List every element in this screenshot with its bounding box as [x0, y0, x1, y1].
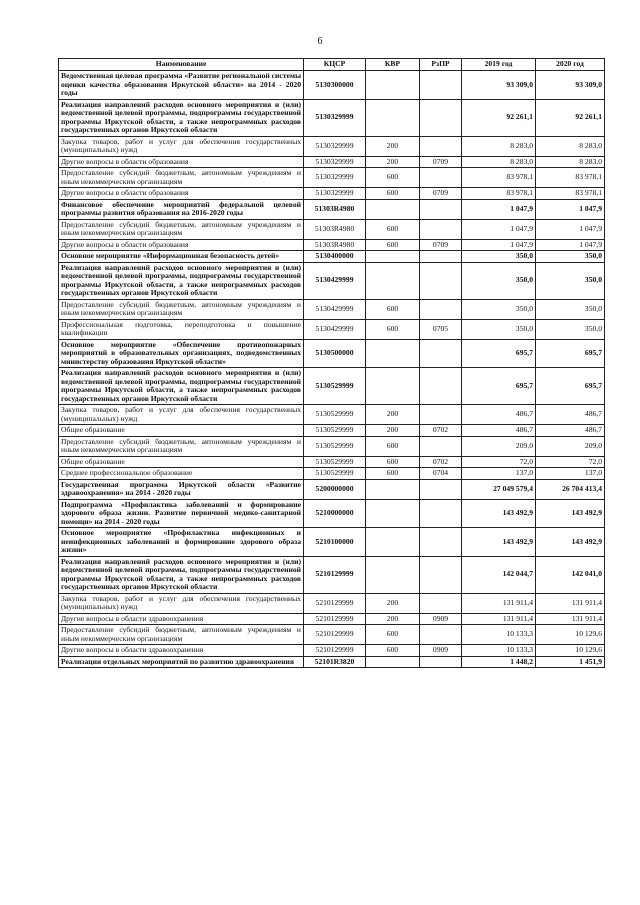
row-2019-cell: 72,0	[462, 456, 536, 468]
row-kcsr-cell: 5130529999	[304, 405, 366, 425]
row-kcsr-cell: 52101R3820	[304, 656, 366, 668]
row-name-cell: Подпрограмма «Профилактика заболеваний и формирование здорового образа жизни. Развитие первичной медико-санитарной помощи» на 2014 - 2020 годы	[59, 499, 304, 528]
row-kvr-cell: 600	[366, 168, 420, 188]
row-name-cell: Закупка товаров, работ и услуг для обеспечения государственных (муниципальных) нужд	[59, 136, 304, 156]
table-row	[59, 656, 605, 668]
row-name-cell: Другие вопросы в области образования	[59, 188, 304, 200]
row-name-cell: Закупка товаров, работ и услуг для обеспечения государственных (муниципальных) нужд	[59, 405, 304, 425]
row-kvr-cell	[366, 339, 420, 368]
row-kcsr-cell: 5130529999	[304, 468, 366, 480]
row-2019-cell: 1 047,9	[462, 239, 536, 251]
row-rzpr-cell	[420, 136, 462, 156]
row-kvr-cell: 600	[366, 436, 420, 456]
row-kcsr-cell: 5130429999	[304, 319, 366, 339]
row-2019-cell: 131 911,4	[462, 593, 536, 613]
row-kcsr-cell: 5130529999	[304, 456, 366, 468]
row-rzpr-cell	[420, 656, 462, 668]
row-kcsr-cell: 5210129999	[304, 556, 366, 593]
table-row	[59, 593, 605, 613]
row-kvr-cell: 600	[366, 645, 420, 657]
row-2020-cell: 350,0	[536, 299, 605, 319]
row-kvr-cell: 200	[366, 156, 420, 168]
table-row	[59, 168, 605, 188]
row-kcsr-cell: 5210100000	[304, 528, 366, 557]
row-2019-cell: 143 492,9	[462, 528, 536, 557]
row-2019-cell: 350,0	[462, 262, 536, 299]
row-rzpr-cell	[420, 368, 462, 405]
header-name: Наименование	[59, 59, 304, 71]
row-2019-cell: 137,0	[462, 468, 536, 480]
row-2019-cell: 1 047,9	[462, 219, 536, 239]
row-2019-cell: 8 283,0	[462, 136, 536, 156]
row-2019-cell: 83 978,1	[462, 188, 536, 200]
row-2020-cell: 350,0	[536, 262, 605, 299]
table-row	[59, 425, 605, 437]
header-2020: 2020 год	[536, 59, 605, 71]
row-2019-cell: 695,7	[462, 339, 536, 368]
row-name-cell: Предоставление субсидий бюджетным, автономным учреждениям и иным некоммерческим организациям	[59, 299, 304, 319]
table-row	[59, 436, 605, 456]
row-2020-cell: 350,0	[536, 251, 605, 263]
row-2020-cell: 93 309,0	[536, 71, 605, 100]
row-name-cell: Реализация направлений расходов основного мероприятия и (или) ведомственной целевой программы, подпрограммы государственной программы Иркутской области, а также непрограммных расходов государственных органов Иркутской области	[59, 556, 304, 593]
table-row	[59, 479, 605, 499]
row-kcsr-cell: 5130429999	[304, 262, 366, 299]
row-kvr-cell: 600	[366, 299, 420, 319]
row-kcsr-cell: 5130329999	[304, 136, 366, 156]
row-2020-cell: 8 283,0	[536, 156, 605, 168]
row-rzpr-cell: 0709	[420, 156, 462, 168]
page-number: 6	[317, 36, 323, 47]
row-rzpr-cell: 0702	[420, 425, 462, 437]
row-2019-cell: 8 283,0	[462, 156, 536, 168]
row-rzpr-cell	[420, 168, 462, 188]
table-row	[59, 456, 605, 468]
row-kcsr-cell: 5130529999	[304, 425, 366, 437]
row-2019-cell: 209,0	[462, 436, 536, 456]
row-name-cell: Общее образование	[59, 425, 304, 437]
row-kvr-cell	[366, 556, 420, 593]
row-kvr-cell	[366, 656, 420, 668]
row-2020-cell: 92 261,1	[536, 99, 605, 136]
row-kvr-cell: 200	[366, 613, 420, 625]
row-2020-cell: 486,7	[536, 425, 605, 437]
row-2019-cell: 10 133,3	[462, 625, 536, 645]
row-kcsr-cell: 5130329999	[304, 99, 366, 136]
table-row	[59, 645, 605, 657]
row-2019-cell: 143 492,9	[462, 499, 536, 528]
row-kcsr-cell: 5130329999	[304, 156, 366, 168]
row-kcsr-cell: 5130529999	[304, 368, 366, 405]
row-2020-cell: 8 283,0	[536, 136, 605, 156]
row-rzpr-cell	[420, 339, 462, 368]
header-kcsr: КЦСР	[304, 59, 366, 71]
row-2020-cell: 83 978,1	[536, 188, 605, 200]
table-row	[59, 239, 605, 251]
row-kcsr-cell: 5210000000	[304, 499, 366, 528]
row-2020-cell: 26 704 413,4	[536, 479, 605, 499]
row-name-cell: Другие вопросы в области здравоохранения	[59, 613, 304, 625]
table-row	[59, 339, 605, 368]
row-kcsr-cell: 51303R4980	[304, 219, 366, 239]
row-2019-cell: 93 309,0	[462, 71, 536, 100]
table-row	[59, 625, 605, 645]
row-name-cell: Основное мероприятие «Обеспечение противопожарных мероприятий в образовательных организациях, подведомственных министерству образования Иркутской области»	[59, 339, 304, 368]
row-kvr-cell	[366, 99, 420, 136]
row-kcsr-cell: 5210129999	[304, 625, 366, 645]
row-name-cell: Реализация направлений расходов основного мероприятия и (или) ведомственной целевой программы, подпрограммы государственной программы Иркутской области, а также непрограммных расходов государственных органов Иркутской области	[59, 262, 304, 299]
row-2020-cell: 143 492,9	[536, 528, 605, 557]
row-rzpr-cell: 0705	[420, 319, 462, 339]
row-2020-cell: 83 978,1	[536, 168, 605, 188]
header-row	[59, 59, 605, 71]
row-rzpr-cell	[420, 528, 462, 557]
row-name-cell: Другие вопросы в области здравоохранения	[59, 645, 304, 657]
row-kcsr-cell: 5130500000	[304, 339, 366, 368]
row-2020-cell: 131 911,4	[536, 593, 605, 613]
row-2020-cell: 142 041,0	[536, 556, 605, 593]
table-row	[59, 499, 605, 528]
row-2020-cell: 1 451,9	[536, 656, 605, 668]
row-2019-cell: 350,0	[462, 319, 536, 339]
row-kvr-cell	[366, 479, 420, 499]
row-name-cell: Основное мероприятие «Профилактика инфекционных и неинфекционных заболеваний и формирование здорового образа жизни»	[59, 528, 304, 557]
row-kcsr-cell: 5130400000	[304, 251, 366, 263]
row-name-cell: Предоставление субсидий бюджетным, автономным учреждениям и иным некоммерческим организациям	[59, 625, 304, 645]
row-kvr-cell	[366, 71, 420, 100]
table-row	[59, 188, 605, 200]
row-rzpr-cell	[420, 219, 462, 239]
row-2019-cell: 27 049 579,4	[462, 479, 536, 499]
row-2019-cell: 695,7	[462, 368, 536, 405]
row-kvr-cell	[366, 199, 420, 219]
row-kvr-cell: 600	[366, 468, 420, 480]
row-kvr-cell	[366, 528, 420, 557]
row-name-cell: Предоставление субсидий бюджетным, автономным учреждениям и иным некоммерческим организациям	[59, 436, 304, 456]
row-rzpr-cell: 0709	[420, 188, 462, 200]
row-2019-cell: 486,7	[462, 405, 536, 425]
table-row	[59, 556, 605, 593]
row-2020-cell: 1 047,9	[536, 239, 605, 251]
row-2020-cell: 486,7	[536, 405, 605, 425]
row-kcsr-cell: 5130300000	[304, 71, 366, 100]
table-row	[59, 251, 605, 263]
row-2020-cell: 1 047,9	[536, 199, 605, 219]
row-kvr-cell: 600	[366, 625, 420, 645]
row-2020-cell: 131 911,4	[536, 613, 605, 625]
row-rzpr-cell	[420, 436, 462, 456]
table-row	[59, 156, 605, 168]
table-row	[59, 613, 605, 625]
row-rzpr-cell	[420, 251, 462, 263]
row-2020-cell: 143 492,9	[536, 499, 605, 528]
header-kvr: КВР	[366, 59, 420, 71]
row-kvr-cell: 200	[366, 425, 420, 437]
row-rzpr-cell: 0702	[420, 456, 462, 468]
row-rzpr-cell	[420, 99, 462, 136]
row-name-cell: Профессиональная подготовка, переподготовка и повышение квалификации	[59, 319, 304, 339]
row-kvr-cell: 600	[366, 319, 420, 339]
row-rzpr-cell	[420, 479, 462, 499]
row-rzpr-cell	[420, 199, 462, 219]
row-kvr-cell: 200	[366, 405, 420, 425]
row-rzpr-cell	[420, 262, 462, 299]
row-name-cell: Предоставление субсидий бюджетным, автономным учреждениям и иным некоммерческим организациям	[59, 168, 304, 188]
row-name-cell: Закупка товаров, работ и услуг для обеспечения государственных (муниципальных) нужд	[59, 593, 304, 613]
row-2020-cell: 10 129,6	[536, 625, 605, 645]
row-kvr-cell	[366, 262, 420, 299]
row-kcsr-cell: 5200000000	[304, 479, 366, 499]
row-2020-cell: 209,0	[536, 436, 605, 456]
row-kvr-cell: 600	[366, 456, 420, 468]
row-name-cell: Реализация отдельных мероприятий по развитию здравоохранения	[59, 656, 304, 668]
row-rzpr-cell	[420, 499, 462, 528]
table-row	[59, 319, 605, 339]
row-name-cell: Другие вопросы в области образования	[59, 156, 304, 168]
row-2019-cell: 10 133,3	[462, 645, 536, 657]
row-2020-cell: 695,7	[536, 368, 605, 405]
row-name-cell: Финансовое обеспечение мероприятий федеральной целевой программы развития образования на 2016-2020 годы	[59, 199, 304, 219]
row-rzpr-cell	[420, 625, 462, 645]
row-2019-cell: 142 044,7	[462, 556, 536, 593]
table-row	[59, 528, 605, 557]
row-2020-cell: 695,7	[536, 339, 605, 368]
row-kcsr-cell: 5210129999	[304, 613, 366, 625]
table-row	[59, 299, 605, 319]
row-kcsr-cell: 5130329999	[304, 188, 366, 200]
table-row	[59, 99, 605, 136]
row-2019-cell: 350,0	[462, 251, 536, 263]
row-rzpr-cell	[420, 71, 462, 100]
row-rzpr-cell	[420, 556, 462, 593]
row-2019-cell: 1 047,9	[462, 199, 536, 219]
table-body	[59, 71, 605, 668]
row-2019-cell: 350,0	[462, 299, 536, 319]
table-row	[59, 468, 605, 480]
header-2019: 2019 год	[462, 59, 536, 71]
row-rzpr-cell	[420, 593, 462, 613]
table-row	[59, 199, 605, 219]
row-kvr-cell	[366, 499, 420, 528]
table-row	[59, 405, 605, 425]
row-kcsr-cell: 5130429999	[304, 299, 366, 319]
table-row	[59, 136, 605, 156]
row-kvr-cell: 600	[366, 219, 420, 239]
row-rzpr-cell	[420, 299, 462, 319]
row-kvr-cell	[366, 368, 420, 405]
row-2020-cell: 137,0	[536, 468, 605, 480]
budget-table	[58, 58, 605, 668]
table-row	[59, 219, 605, 239]
row-kvr-cell: 600	[366, 188, 420, 200]
row-name-cell: Общее образование	[59, 456, 304, 468]
row-2020-cell: 72,0	[536, 456, 605, 468]
row-2020-cell: 10 129,6	[536, 645, 605, 657]
row-name-cell: Среднее профессиональное образование	[59, 468, 304, 480]
row-rzpr-cell: 0709	[420, 239, 462, 251]
header-rzpr: РзПР	[420, 59, 462, 71]
table-row	[59, 368, 605, 405]
row-kcsr-cell: 51303R4980	[304, 239, 366, 251]
table-row	[59, 71, 605, 100]
row-name-cell: Предоставление субсидий бюджетным, автономным учреждениям и иным некоммерческим организациям	[59, 219, 304, 239]
row-kvr-cell: 200	[366, 593, 420, 613]
row-name-cell: Реализация направлений расходов основного мероприятия и (или) ведомственной целевой программы, подпрограммы государственной программы Иркутской области, а также непрограммных расходов государственных органов Иркутской области	[59, 368, 304, 405]
row-2020-cell: 350,0	[536, 319, 605, 339]
row-2019-cell: 92 261,1	[462, 99, 536, 136]
row-kvr-cell	[366, 251, 420, 263]
row-name-cell: Ведомственная целевая программа «Развитие региональной системы оценки качества образования Иркутской области» на 2014 - 2020 годы	[59, 71, 304, 100]
row-kvr-cell: 600	[366, 239, 420, 251]
row-kcsr-cell: 5210129999	[304, 593, 366, 613]
row-2019-cell: 131 911,4	[462, 613, 536, 625]
row-2020-cell: 1 047,9	[536, 219, 605, 239]
row-rzpr-cell: 0909	[420, 645, 462, 657]
row-2019-cell: 486,7	[462, 425, 536, 437]
row-name-cell: Основное мероприятие «Информационная безопасность детей»	[59, 251, 304, 263]
row-kcsr-cell: 5130529999	[304, 436, 366, 456]
row-2019-cell: 83 978,1	[462, 168, 536, 188]
row-rzpr-cell: 0909	[420, 613, 462, 625]
row-kcsr-cell: 51303R4980	[304, 199, 366, 219]
table-row	[59, 262, 605, 299]
row-name-cell: Государственная программа Иркутской области «Развитие здравоохранения» на 2014 - 2020 годы	[59, 479, 304, 499]
row-rzpr-cell: 0704	[420, 468, 462, 480]
row-kvr-cell: 200	[366, 136, 420, 156]
row-rzpr-cell	[420, 405, 462, 425]
row-name-cell: Реализация направлений расходов основного мероприятия и (или) ведомственной целевой программы, подпрограммы государственной программы Иркутской области, а также непрограммных расходов государственных органов Иркутской области	[59, 99, 304, 136]
row-2019-cell: 1 448,2	[462, 656, 536, 668]
row-kcsr-cell: 5210129999	[304, 645, 366, 657]
row-kcsr-cell: 5130329999	[304, 168, 366, 188]
row-name-cell: Другие вопросы в области образования	[59, 239, 304, 251]
